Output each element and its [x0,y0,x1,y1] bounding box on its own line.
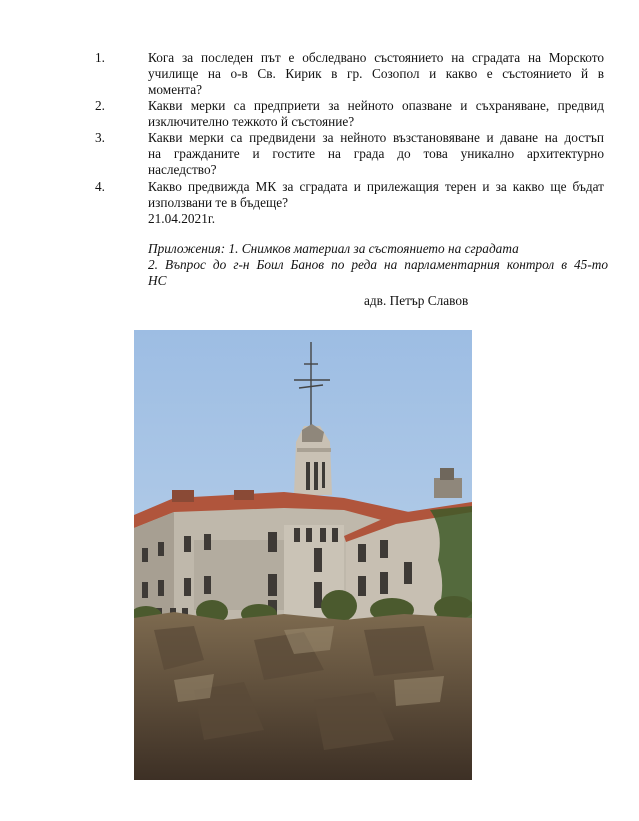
building-photo [134,330,472,780]
signature: адв. Петър Славов [364,293,469,308]
question-line: момента? [148,82,203,97]
question-line: Какви мерки са предприети за нейното опазване и съхраняване, предвид [148,98,604,113]
question-line: училище на о-в Св. Кирик в гр. Созопол и какво е състоянието й в [148,66,604,81]
question-text [148,130,604,178]
question-text [148,50,604,98]
document-date: 21.04.2021г. [148,211,216,226]
question-number: 3. [95,130,105,145]
question-line: Какво предвижда МК за сградата и прилежащия терен и за какво ще бъдат [148,179,604,194]
question-line: наследство? [148,162,217,177]
attachment-line: 2. Въпрос до г-н Боил Банов по реда на парламентарния контрол в 45-то [148,257,608,272]
attachment-line: Приложения: 1. Снимков материал за състоянието на сградата [148,241,519,256]
question-number: 2. [95,98,105,113]
question-text [148,179,604,211]
question-line: Кога за последен път е обследвано състоянието на сградата на Морското [148,50,604,65]
question-number: 4. [95,179,105,194]
question-number: 1. [95,50,105,65]
attachment-line: НС [148,273,167,288]
attachments-block [148,241,608,289]
question-text [148,98,604,130]
question-line: Какви мерки са предвидени за нейното възстановяване и даване на достъп [148,130,604,145]
question-line: изключително тежкото й състояние? [148,114,355,129]
question-line: използвани те в бъдеще? [148,195,289,210]
question-line: на гражданите и гостите на града до това уникално архитектурно [148,146,604,161]
